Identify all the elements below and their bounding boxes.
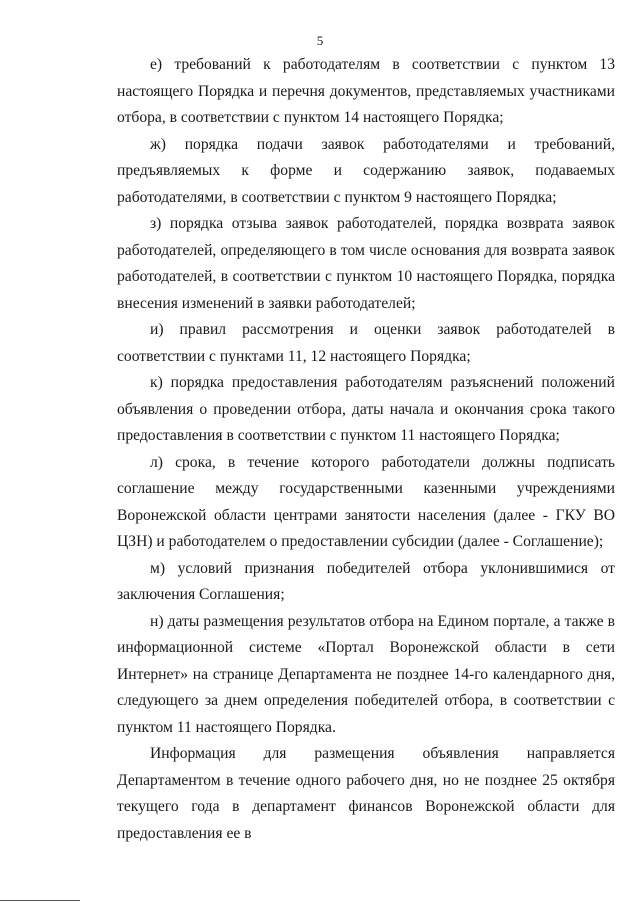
paragraph-l: л) срока, в течение которого работодатели должны подписать соглашение между государственными казенными учреждениями Воронежской области центрами занятости населения (далее - ГКУ ВО ЦЗН) и работодателем о предоставлении субсидии (далее - Соглашение);	[117, 453, 615, 550]
page-number: 5	[316, 33, 324, 48]
paragraph-m: м) условий признания победителей отбора уклонившимися от заключения Соглашения;	[117, 559, 615, 603]
paragraph-n: н) даты размещения результатов отбора на Едином портале, а также в информационной системе «Портал Воронежской области в сети Интернет» на странице Департамента не позднее 14-го календарного дня, следующего за днем определения победителей отбора, в соответствии с пунктом 11 настоящего Порядка.	[117, 612, 615, 736]
paragraph-zh: ж) порядка подачи заявок работодателями и требований, предъявляемых к форме и содержанию заявок, подаваемых работодателями, в соответствии с пунктом 9 настоящего Порядка;	[117, 135, 615, 206]
document-body	[117, 52, 615, 847]
footer-divider	[0, 900, 80, 901]
paragraph-e: е) требований к работодателям в соответствии с пунктом 13 настоящего Порядка и перечня документов, представляемых участниками отбора, в соответствии с пунктом 14 настоящего Порядка;	[117, 56, 615, 126]
paragraph-information: Информация для размещения объявления направляется Департаментом в течение одного рабочего дня, но не позднее 25 октября текущего года в департамент финансов Воронежской области для предоставления ее в	[117, 745, 615, 842]
paragraph-z: з) порядка отзыва заявок работодателей, порядка возврата заявок работодателей, определяющего в том числе основания для возврата заявок работодателей, в соответствии с пунктом 10 настоящего Порядка, порядка внесения изменений в заявки работодателей;	[117, 215, 615, 312]
paragraph-k: к) порядка предоставления работодателям разъяснений положений объявления о проведении отбора, даты начала и окончания срока такого предоставления в соответствии с пунктом 11 настоящего Порядка;	[117, 374, 615, 444]
paragraph-i: и) правил рассмотрения и оценки заявок работодателей в соответствии с пунктами 11, 12 настоящего Порядка;	[117, 321, 615, 365]
